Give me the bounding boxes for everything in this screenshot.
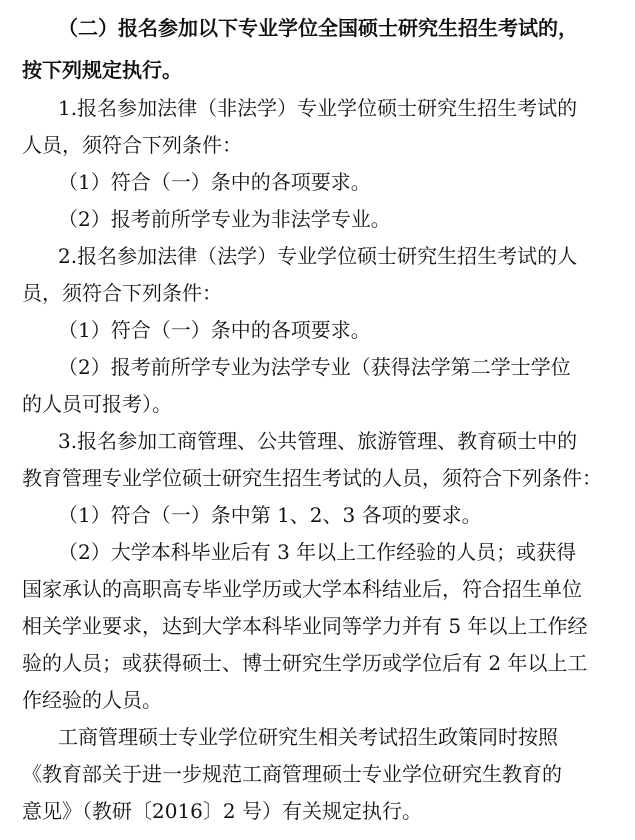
section1-intro-line-2: 人员，须符合下列条件：: [22, 133, 242, 157]
section2-item-2-line-2: 的人员可报考）。: [22, 392, 172, 416]
heading-line-2: 按下列规定执行。: [22, 58, 182, 82]
section1-intro-line-1: 1.报名参加法律（非法学）专业学位硕士研究生招生考试的: [58, 96, 578, 120]
closing-line-2: 《教育部关于进一步规范工商管理硕士专业学位研究生教育的: [22, 762, 562, 786]
heading-line-1: （二）报名参加以下专业学位全国硕士研究生招生考试的，: [58, 16, 578, 40]
section3-item-2-line-2: 国家承认的高职高专毕业学历或大学本科结业后，符合招生单位: [22, 577, 582, 601]
section3-item-2-line-3: 相关学业要求，达到大学本科毕业同等学力并有 5 年以上工作经: [22, 614, 588, 638]
closing-line-3: 意见》（教研〔2016〕2 号）有关规定执行。: [22, 799, 422, 823]
section2-item-2-line-1: （2）报考前所学专业为法学专业（获得法学第二学士学位: [58, 355, 571, 379]
section3-item-2-line-4: 验的人员；或获得硕士、博士研究生学历或学位后有 2 年以上工: [22, 651, 588, 675]
closing-line-1: 工商管理硕士专业学位研究生相关考试招生政策同时按照: [58, 725, 558, 749]
section2-intro-line-2: 员，须符合下列条件：: [22, 281, 222, 305]
section3-intro-line-1: 3.报名参加工商管理、公共管理、旅游管理、教育硕士中的: [58, 429, 578, 453]
section3-intro-line-2: 教育管理专业学位硕士研究生招生考试的人员，须符合下列条件：: [22, 466, 602, 490]
section3-item-1: （1）符合（一）条中第 1、2、3 各项的要求。: [58, 503, 482, 527]
section1-item-1: （1）符合（一）条中的各项要求。: [58, 170, 371, 194]
section2-intro-line-1: 2.报名参加法律（法学）专业学位硕士研究生招生考试的人: [58, 244, 578, 268]
section3-item-2-line-1: （2）大学本科毕业后有 3 年以上工作经验的人员；或获得: [58, 540, 577, 564]
section2-item-1: （1）符合（一）条中的各项要求。: [58, 318, 371, 342]
section3-item-2-line-5: 作经验的人员。: [22, 688, 162, 712]
section1-item-2: （2）报考前所学专业为非法学专业。: [58, 207, 391, 231]
